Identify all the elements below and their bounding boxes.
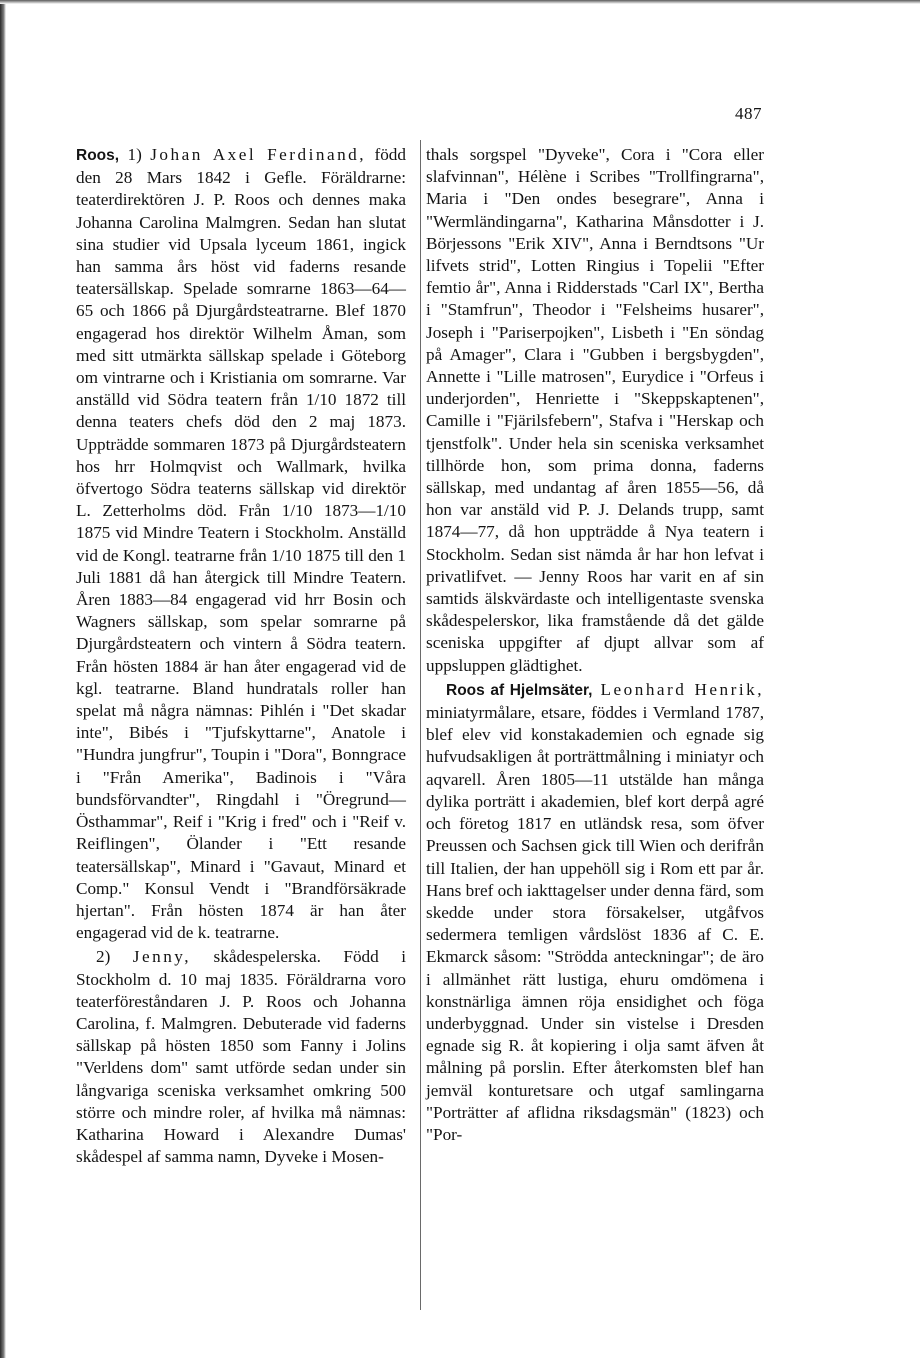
entry-roos-johan xyxy=(76,144,406,944)
entry-roos-jenny xyxy=(76,946,406,1168)
page-number: 487 xyxy=(735,104,762,123)
entry-body: thals sorgspel "Dyveke", Cora i "Cora eller slafvinnan", Hélène i Scribes "Trollfingrarna", Maria i "Den ondes besegrare", Anna i "Wermländingarna", Katharina Månsdotter i J. Börjessons "Erik XIV", Anna i Berndtsons "Ur lifvets strid", Lotten Ringius i Topelii "Efter femtio år", Anna i Ridderstads "Carl IX", Bertha i "Stamfrun", Theodor i "Felsheims husarer", Joseph i "Pariserpojken", Lisbeth i "En söndag på Amager", Clara i "Gubben i bergsbygden", Annette i "Lille matrosen", Eurydice i "Orfeus i underjorden", Henriette i "Skeppskaptenen", Camille i "Fjärilsfebern", Stafva i "Herskap och tjenstfolk". Under hela sin sceniska verksamhet tillhörde hon, som prima donna, faderns sällskap, med undantag af åren 1855—56, då hon var anstäld vid P. J. Delands trupp, samt 1874—77, då hon uppträdde å Nya teatern i Stockholm. Sedan sist nämda år har hon lefvat i privatlifvet. — Jenny Roos har varit en af sin samtids älskvärdaste och intelligentaste svenska skådespelerskor, lika framstående då det gälde sceniska uppgifter af djupt allvar som af uppsluppen glädtighet. xyxy=(426,145,764,675)
column-divider xyxy=(420,140,421,1310)
book-page xyxy=(40,28,880,1328)
scan-edge-top xyxy=(0,0,920,4)
entry-roos-jenny-continued xyxy=(426,144,764,677)
entry-person-name: Johan Axel Ferdinand, xyxy=(150,145,367,164)
entry-person-name: Leonhard Henrik, xyxy=(592,679,764,699)
entry-number: 1) xyxy=(119,145,151,164)
entry-body: född den 28 Mars 1842 i Gefle. Föräldrarne: teaterdirektören J. P. Roos och dennes maka Johanna Carolina Malmgren. Sedan han slutat sina studier vid Upsala lyceum 1861, ingick han samma års höst vid faderns resande teatersällskap. Spelade somrarne 1863—64—65 och 1866 på Djurgårdsteatrarne. Blef 1870 engagerad hos direktör Wilhelm Åman, som med sitt utmärkta sällskap spelade i Göteborg om vintrarne och i Kristiania om somrarne. Var anställd vid Södra teatern från 1/10 1872 till denna teaters chefs död den 2 maj 1873. Uppträdde sommaren 1873 på Djurgårdsteatern hos hrr Holmqvist och Wallmark, hvilka öfvertogo Södra teaterns sällskap vid direktör L. Zetterholms död. Från 1/10 1873—1/10 1875 vid Mindre Teatern i Stockholm. Anställd vid de Kongl. teatrarne från 1/10 1875 till den 1 Juli 1881 då han återgick till Mindre Teatern. Åren 1883—84 engagerad vid hrr Bosin och Wagners sällskap, som spelar somrarne på Djurgårdsteatern och vintern å Södra teatern. Från hösten 1884 är han åter engagerad vid de kgl. teatrarne. Bland hundratals roller han spelat må några nämnas: Pihlén i "Det skadar inte", Bibés i "Tjufskyttarne", Anatole i "Hundra jungfrur", Toupin i "Dora", Bonngrace i "Från Amerika", Badinois i "Våra bundsförvandter", Ringdahl i "Öregrund—Östhammar", Reif i "Krig i fred" och i "Reif v. Reiflingen", Ölander i "Ett resande teatersällskap", Minard i "Gavaut, Minard et Comp." Konsul Vendt i "Brandförsäkrade hjertan". Från hösten 1874 är han åter engagerad vid de k. teatrarne. xyxy=(76,145,406,943)
entry-roos-af-hjelmsater xyxy=(426,679,764,1146)
entry-body: skådespelerska. Född i Stockholm d. 10 maj 1835. Föräldrarna voro teaterföreståndaren J. P. Roos och Johanna Carolina, f. Malmgren. Debuterade vid faderns sällskap på hösten 1850 som Fanny i Jolins "Verldens dom" samt utförde sedan under sin långvariga sceniska verksamhet omkring 500 större och mindre roler, af hvilka må nämnas: Katharina Howard i Alexandre Dumas' skådespel af samma namn, Dyveke i Mosen- xyxy=(76,947,406,1167)
entry-number: 2) xyxy=(96,947,133,967)
scan-edge-left xyxy=(0,0,6,1358)
entry-person-name: Jenny, xyxy=(132,947,192,967)
left-column xyxy=(76,144,416,1168)
right-column xyxy=(426,144,764,1146)
entry-body: miniatyrmålare, etsare, föddes i Vermland 1787, blef elev vid konstakademien och egnade sig hufvudsakligen åt porträttmålning i miniatyr och aqvarell. Åren 1805—11 utstälde han många dylika porträtt i akademien, blef kort derpå agré och företog 1817 en utländsk resa, som öfver Preussen och Sachsen gick till Wien och derifrån till Italien, der han uppehöll sig i Rom ett par år. Hans bref och iakttagelser under denna färd, som skedde under stora försakelser, utgåfvos sedermera temligen vårdslöst 1836 af C. E. Ekmarck såsom: "Strödda anteckningar"; de äro i allmänhet rätt lustiga, ehuru omdömena i konstnärliga ämnen röja ensidighet och föga underbyggnad. Under sin vistelse i Dresden egnade sig R. åt kopiering i olja samt äfven åt målning på porslin. Efter återkomsten blef han jemväl konturetsare och utgaf samlingarna "Porträtter af aflidna riksdagsmän" (1823) och "Por- xyxy=(426,703,764,1144)
entry-headword: Roos, xyxy=(76,147,120,164)
entry-headword: Roos af Hjelmsäter, xyxy=(446,681,593,699)
